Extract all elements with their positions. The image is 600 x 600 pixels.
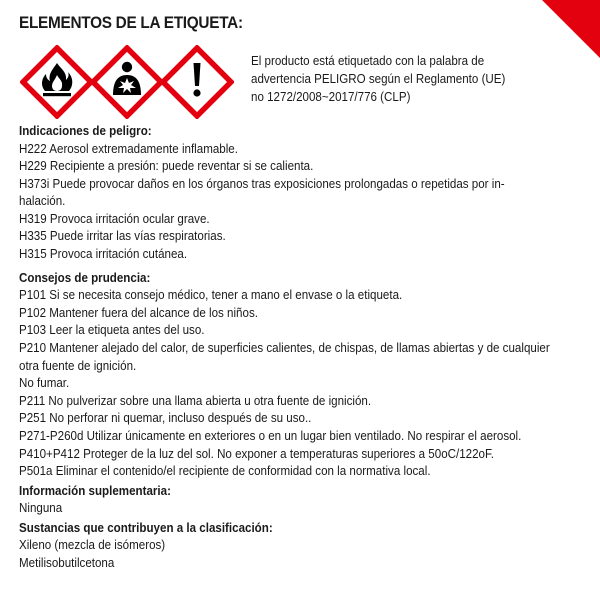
substance-line: Xileno (mezcla de isómeros) xyxy=(19,538,166,553)
flame-icon xyxy=(20,45,94,119)
precaution-line: P410+P412 Proteger de la luz del sol. No exponer a temperaturas superiores a 50oC/122oF. xyxy=(19,446,495,461)
precaution-section-title: Consejos de prudencia: xyxy=(19,270,151,285)
ghs-pictograms xyxy=(20,45,230,119)
precaution-line: P103 Leer la etiqueta antes del uso. xyxy=(19,323,205,338)
page-title: ELEMENTOS DE LA ETIQUETA: xyxy=(19,14,243,32)
precaution-line: otra fuente de ignición. xyxy=(19,358,137,373)
supplementary-section xyxy=(19,483,579,518)
hazard-line: H222 Aerosol extremadamente inflamable. xyxy=(19,141,238,156)
precaution-line: No fumar. xyxy=(19,376,70,391)
signal-line: no 1272/2008~2017/776 (CLP) xyxy=(251,90,411,104)
precaution-line: P271-P260d Utilizar únicamente en exteriores o en un lugar bien ventilado. No respirar el aerosol. xyxy=(19,428,522,443)
precaution-line: P102 Mantener fuera del alcance de los niños. xyxy=(19,305,258,320)
health-hazard-icon xyxy=(90,45,164,119)
hazard-line: H315 Provoca irritación cutánea. xyxy=(19,247,188,262)
hazard-line: halación. xyxy=(19,194,66,209)
label-elements-page xyxy=(19,14,579,572)
substances-section xyxy=(19,520,579,573)
precaution-line: P211 No pulverizar sobre una llama abierta u otra fuente de ignición. xyxy=(19,393,372,408)
hazard-line: H319 Provoca irritación ocular grave. xyxy=(19,211,210,226)
signal-word-statement xyxy=(251,52,527,106)
signal-line: El producto está etiquetado con la palabra de xyxy=(251,54,485,68)
pictogram-row xyxy=(19,45,579,121)
hazard-line: H229 Recipiente a presión: puede reventar si se calienta. xyxy=(19,159,314,174)
spacer xyxy=(19,264,579,268)
hazard-section xyxy=(19,123,579,264)
hazard-section-title: Indicaciones de peligro: xyxy=(19,124,152,138)
substance-line: Metilisobutilcetona xyxy=(19,555,115,570)
substances-section-title: Sustancias que contribuyen a la clasificación: xyxy=(19,520,273,535)
precaution-line: P210 Mantener alejado del calor, de superficies calientes, de chispas, de llamas abiertas y de cualquier xyxy=(19,340,550,355)
precaution-line: P101 Si se necesita consejo médico, tener a mano el envase o la etiqueta. xyxy=(19,288,403,303)
supplementary-line: Ninguna xyxy=(19,501,63,516)
precaution-line: P251 No perforar ni quemar, incluso después de su uso.. xyxy=(19,411,312,426)
precaution-section xyxy=(19,270,579,481)
precaution-line: P501a Eliminar el contenido/el recipiente de conformidad con la normativa local. xyxy=(19,464,431,479)
hazard-line: H373i Puede provocar daños en los órganos tras exposiciones prolongadas o repetidas por in- xyxy=(19,176,505,191)
hazard-line: H335 Puede irritar las vías respiratorias. xyxy=(19,229,226,244)
signal-line: advertencia PELIGRO según el Reglamento (UE) xyxy=(251,72,506,86)
exclamation-icon xyxy=(160,45,234,119)
supplementary-section-title: Información suplementaria: xyxy=(19,483,171,498)
